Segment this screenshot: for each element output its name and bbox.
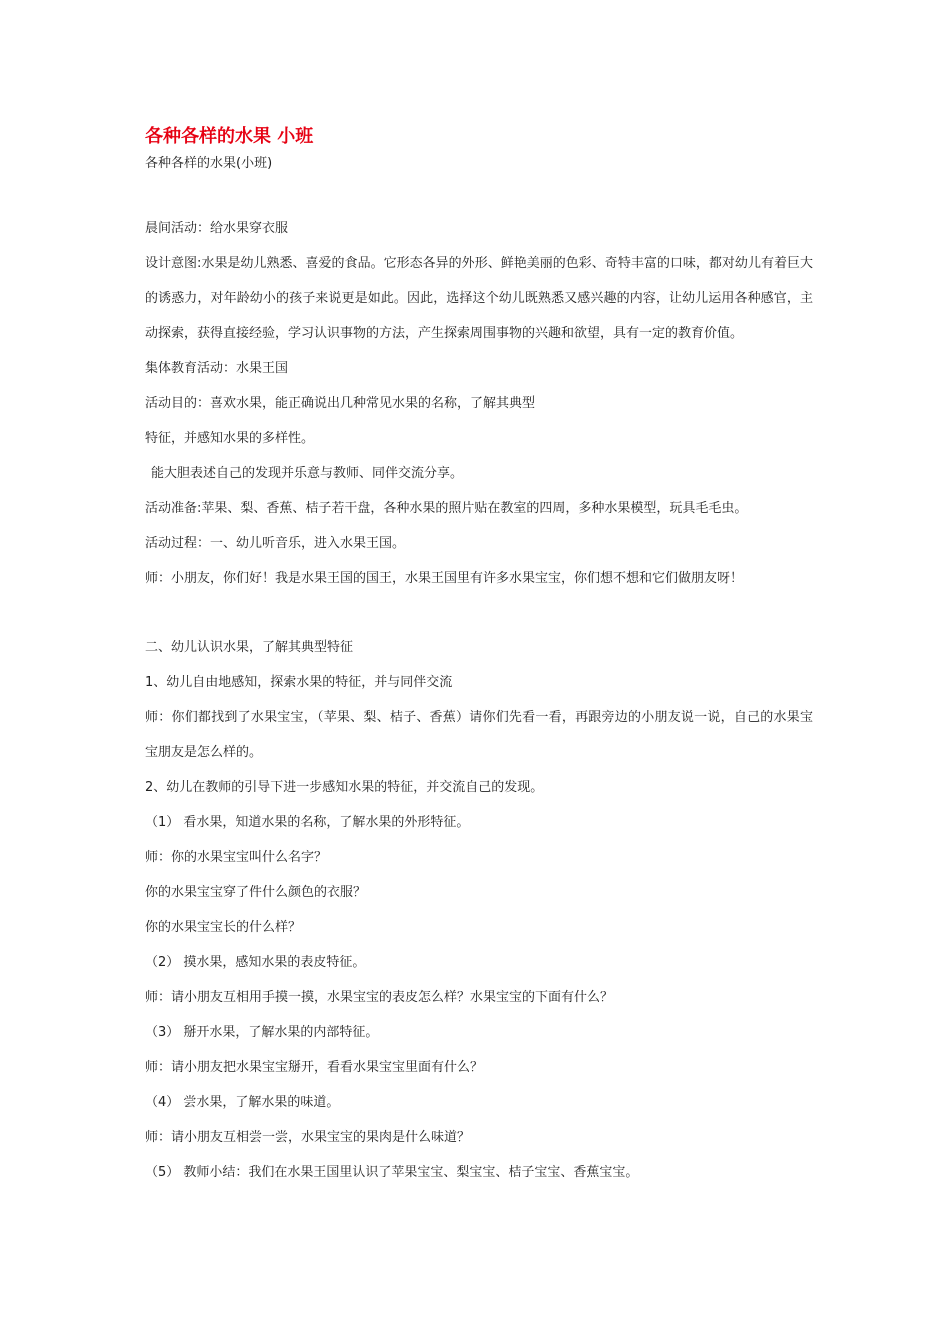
paragraph: （4） 尝水果，了解水果的味道。 bbox=[145, 1095, 340, 1110]
paragraph: 1、幼儿自由地感知，探索水果的特征，并与同伴交流 bbox=[145, 675, 453, 690]
document-page bbox=[145, 126, 813, 1190]
paragraph: 特征，并感知水果的多样性。 bbox=[145, 431, 315, 446]
document-title: 各种各样的水果 小班 bbox=[145, 126, 314, 147]
paragraph: 师：你们都找到了水果宝宝，（苹果、梨、桔子、香蕉）请你们先看一看，再跟旁边的小朋友说一说，自己的水果宝宝朋友是怎么样的。 bbox=[145, 710, 813, 760]
paragraph: 活动目的：喜欢水果，能正确说出几种常见水果的名称，了解其典型 bbox=[145, 396, 536, 411]
paragraph: 集体教育活动：水果王国 bbox=[145, 361, 289, 376]
paragraph: 你的水果宝宝穿了件什么颜色的衣服？ bbox=[145, 885, 367, 900]
paragraph: 能大胆表述自己的发现并乐意与教师、同伴交流分享。 bbox=[151, 466, 464, 481]
paragraph: 师：你的水果宝宝叫什么名字？ bbox=[145, 850, 328, 865]
document-subtitle: 各种各样的水果(小班) bbox=[145, 156, 273, 171]
blank-line bbox=[145, 596, 813, 630]
paragraph: （1） 看水果，知道水果的名称，了解水果的外形特征。 bbox=[145, 815, 470, 830]
paragraph: 2、幼儿在教师的引导下进一步感知水果的特征，并交流自己的发现。 bbox=[145, 780, 544, 795]
paragraph: 设计意图:水果是幼儿熟悉、喜爱的食品。它形态各异的外形、鲜艳美丽的色彩、奇特丰富的口味，都对幼儿有着巨大的诱惑力，对年龄幼小的孩子来说更是如此。因此，选择这个幼儿既熟悉又感兴趣的内容，让幼儿运用各种感官，主动探索，获得直接经验，学习认识事物的方法，产生探索周围事物的兴趣和欲望，具有一定的教育价值。 bbox=[145, 256, 813, 341]
paragraph: 师：请小朋友把水果宝宝掰开，看看水果宝宝里面有什么？ bbox=[145, 1060, 484, 1075]
paragraph: 晨间活动：给水果穿衣服 bbox=[145, 221, 289, 236]
paragraph: 二、幼儿认识水果，了解其典型特征 bbox=[145, 640, 354, 655]
paragraph: 活动准备:苹果、梨、香蕉、桔子若干盘，各种水果的照片贴在教室的四周，多种水果模型，玩具毛毛虫。 bbox=[145, 501, 748, 516]
paragraph: （2） 摸水果，感知水果的表皮特征。 bbox=[145, 955, 366, 970]
paragraph: 师：请小朋友互相尝一尝，水果宝宝的果肉是什么味道？ bbox=[145, 1130, 471, 1145]
paragraph: （3） 掰开水果，了解水果的内部特征。 bbox=[145, 1025, 379, 1040]
paragraph: 你的水果宝宝长的什么样？ bbox=[145, 920, 302, 935]
paragraph: 师：小朋友，你们好！我是水果王国的国王，水果王国里有许多水果宝宝，你们想不想和它们做朋友呀！ bbox=[145, 571, 744, 586]
paragraph: 活动过程：一、幼儿听音乐，进入水果王国。 bbox=[145, 536, 406, 551]
paragraph: 师：请小朋友互相用手摸一摸，水果宝宝的表皮怎么样？水果宝宝的下面有什么？ bbox=[145, 990, 614, 1005]
paragraph: （5） 教师小结：我们在水果王国里认识了苹果宝宝、梨宝宝、桔子宝宝、香蕉宝宝。 bbox=[145, 1165, 639, 1180]
document-body bbox=[145, 211, 813, 1190]
